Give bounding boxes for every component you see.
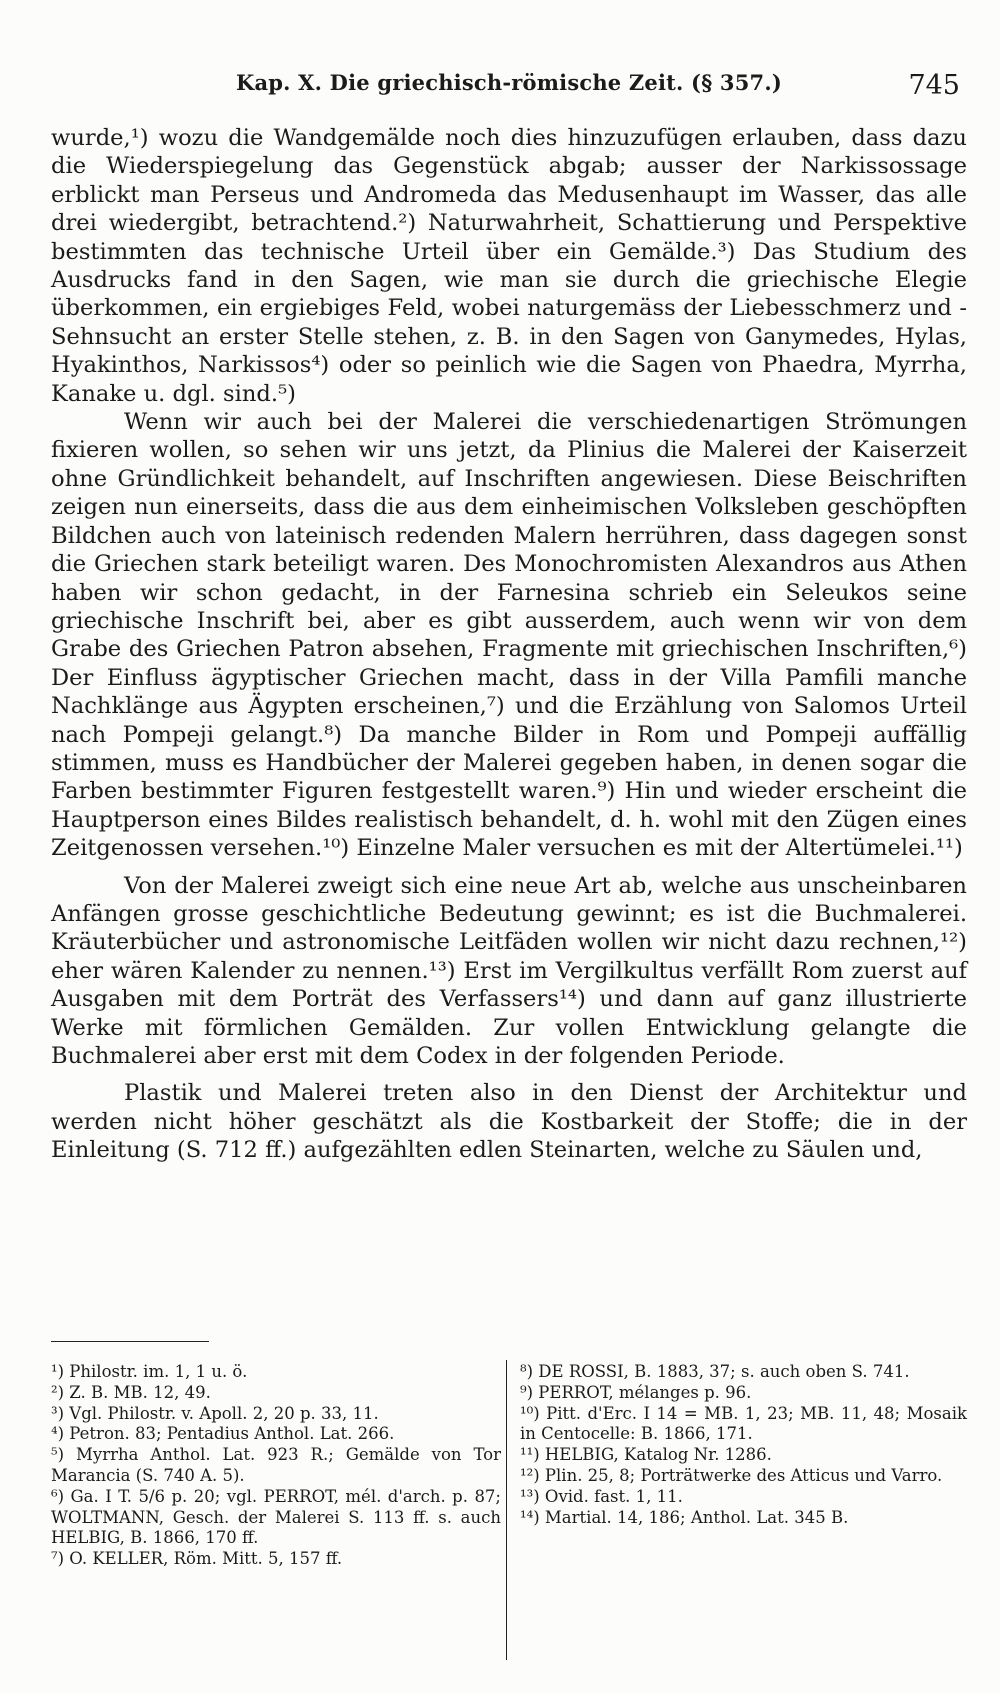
footnote-13: ¹³) Ovid. fast. 1, 11.	[520, 1486, 683, 1506]
main-text	[51, 124, 967, 1165]
footnote-5: ⁵) Myrrha Anthol. Lat. 923 R.; Gemälde von Tor Marancia (S. 740 A. 5).	[51, 1445, 501, 1485]
footnote-8: ⁸) DE ROSSI, B. 1883, 37; s. auch oben S. 741.	[520, 1362, 910, 1381]
paragraph-1: wurde,¹) wozu die Wandgemälde noch dies hinzuzufügen erlauben, dass dazu die Wiederspiegelung das Gegenstück abgab; ausser der Narkissossage erblickt man Perseus und Andromeda das Medusenhaupt im Wasser, das alle drei wiedergibt, betrachtend.²) Naturwahrheit, Schattierung und Perspektive bestimmten das technische Urteil über ein Gemälde.³) Das Studium des Ausdrucks fand in den Sagen, wie man sie durch die griechische Elegie überkommen, ein ergiebiges Feld, wobei naturgemäss der Liebesschmerz und -Sehnsucht an erster Stelle stehen, z. B. in den Sagen von Ganymedes, Hylas, Hyakinthos, Narkissos⁴) oder so peinlich wie die Sagen von Phaedra, Myrrha, Kanake u. dgl. sind.⁵)	[51, 125, 967, 407]
page-header	[0, 68, 1000, 104]
footnote-12: ¹²) Plin. 25, 8; Porträtwerke des Atticus und Varro.	[520, 1465, 943, 1485]
footnote-separator	[51, 1341, 209, 1342]
paragraph-4: Plastik und Malerei treten also in den Dienst der Architektur und werden nicht höher geschätzt als die Kostbarkeit der Stoffe; die in der Einleitung (S. 712 ff.) aufgezählten edlen Steinarten, welche zu Säulen und,	[51, 1080, 967, 1164]
footnote-1: ¹) Philostr. im. 1, 1 u. ö.	[51, 1362, 248, 1381]
footnote-14: ¹⁴) Martial. 14, 186; Anthol. Lat. 345 B.	[520, 1507, 849, 1527]
footnote-2: ²) Z. B. MB. 12, 49.	[51, 1382, 211, 1402]
footnote-11: ¹¹) HELBIG, Katalog Nr. 1286.	[520, 1445, 772, 1465]
footnotes-left-column	[51, 1362, 501, 1570]
footnote-7: ⁷) O. KELLER, Röm. Mitt. 5, 157 ff.	[51, 1549, 343, 1569]
footnotes-right-column	[520, 1362, 967, 1528]
footnote-3: ³) Vgl. Philostr. v. Apoll. 2, 20 p. 33, 11.	[51, 1403, 379, 1423]
page-number: 745	[908, 70, 960, 101]
paragraph-2: Wenn wir auch bei der Malerei die verschiedenartigen Strömungen fixieren wollen, so sehen wir uns jetzt, da Plinius die Malerei der Kaiserzeit ohne Gründlichkeit behandelt, auf Inschriften angewiesen. Diese Beischriften zeigen nun einerseits, dass die aus dem einheimischen Volksleben geschöpften Bildchen auch von lateinisch redenden Malern herrühren, dass dagegen sonst die Griechen stark beteiligt waren. Des Monochromisten Alexandros aus Athen haben wir schon gedacht, in der Farnesina schrieb ein Seleukos seine griechische Inschrift bei, aber es gibt ausserdem, auch wenn wir von dem Grabe des Griechen Patron absehen, Fragmente mit griechischen Inschriften,⁶) Der Einfluss ägyptischer Griechen macht, dass in der Villa Pamfili manche Nachklänge aus Ägypten erscheinen,⁷) und die Erzählung von Salomos Urteil nach Pompeji gelangt.⁸) Da manche Bilder in Rom und Pompeji auffällig stimmen, muss es Handbücher der Malerei gegeben haben, in denen sogar die Farben bestimmter Figuren festgestellt waren.⁹) Hin und wieder erscheint die Hauptperson eines Bildes realistisch behandelt, d. h. wohl mit den Zügen eines Zeitgenossen versehen.¹⁰) Einzelne Maler versuchen es mit der Altertümelei.¹¹)	[51, 409, 967, 862]
footnote-4: ⁴) Petron. 83; Pentadius Anthol. Lat. 266.	[51, 1424, 395, 1444]
footnote-9: ⁹) PERROT, mélanges p. 96.	[520, 1382, 752, 1402]
running-head: Kap. X. Die griechisch-römische Zeit. (§ 357.)	[236, 70, 782, 95]
footnote-column-divider	[506, 1360, 507, 1660]
paragraph-3: Von der Malerei zweigt sich eine neue Art ab, welche aus unscheinbaren Anfängen grosse geschichtliche Bedeutung gewinnt; es ist die Buchmalerei. Kräuterbücher und astronomische Leitfäden wollen wir nicht dazu rechnen,¹²) eher wären Kalender zu nennen.¹³) Erst im Vergilkultus verfällt Rom zuerst auf Ausgaben mit dem Porträt des Verfassers¹⁴) und dann auf ganz illustrierte Werke mit förmlichen Gemälden. Zur vollen Entwicklung gelangte die Buchmalerei aber erst mit dem Codex in der folgenden Periode.	[51, 872, 967, 1069]
footnote-10: ¹⁰) Pitt. d'Erc. I 14 = MB. 1, 23; MB. 11, 48; Mosaik in Centocelle: B. 1866, 171.	[520, 1403, 967, 1444]
footnote-6: ⁶) Ga. I T. 5/6 p. 20; vgl. PERROT, mél. d'arch. p. 87; WOLTMANN, Gesch. der Malerei S. 113 ff. s. auch HELBIG, B. 1866, 170 ff.	[51, 1486, 501, 1548]
